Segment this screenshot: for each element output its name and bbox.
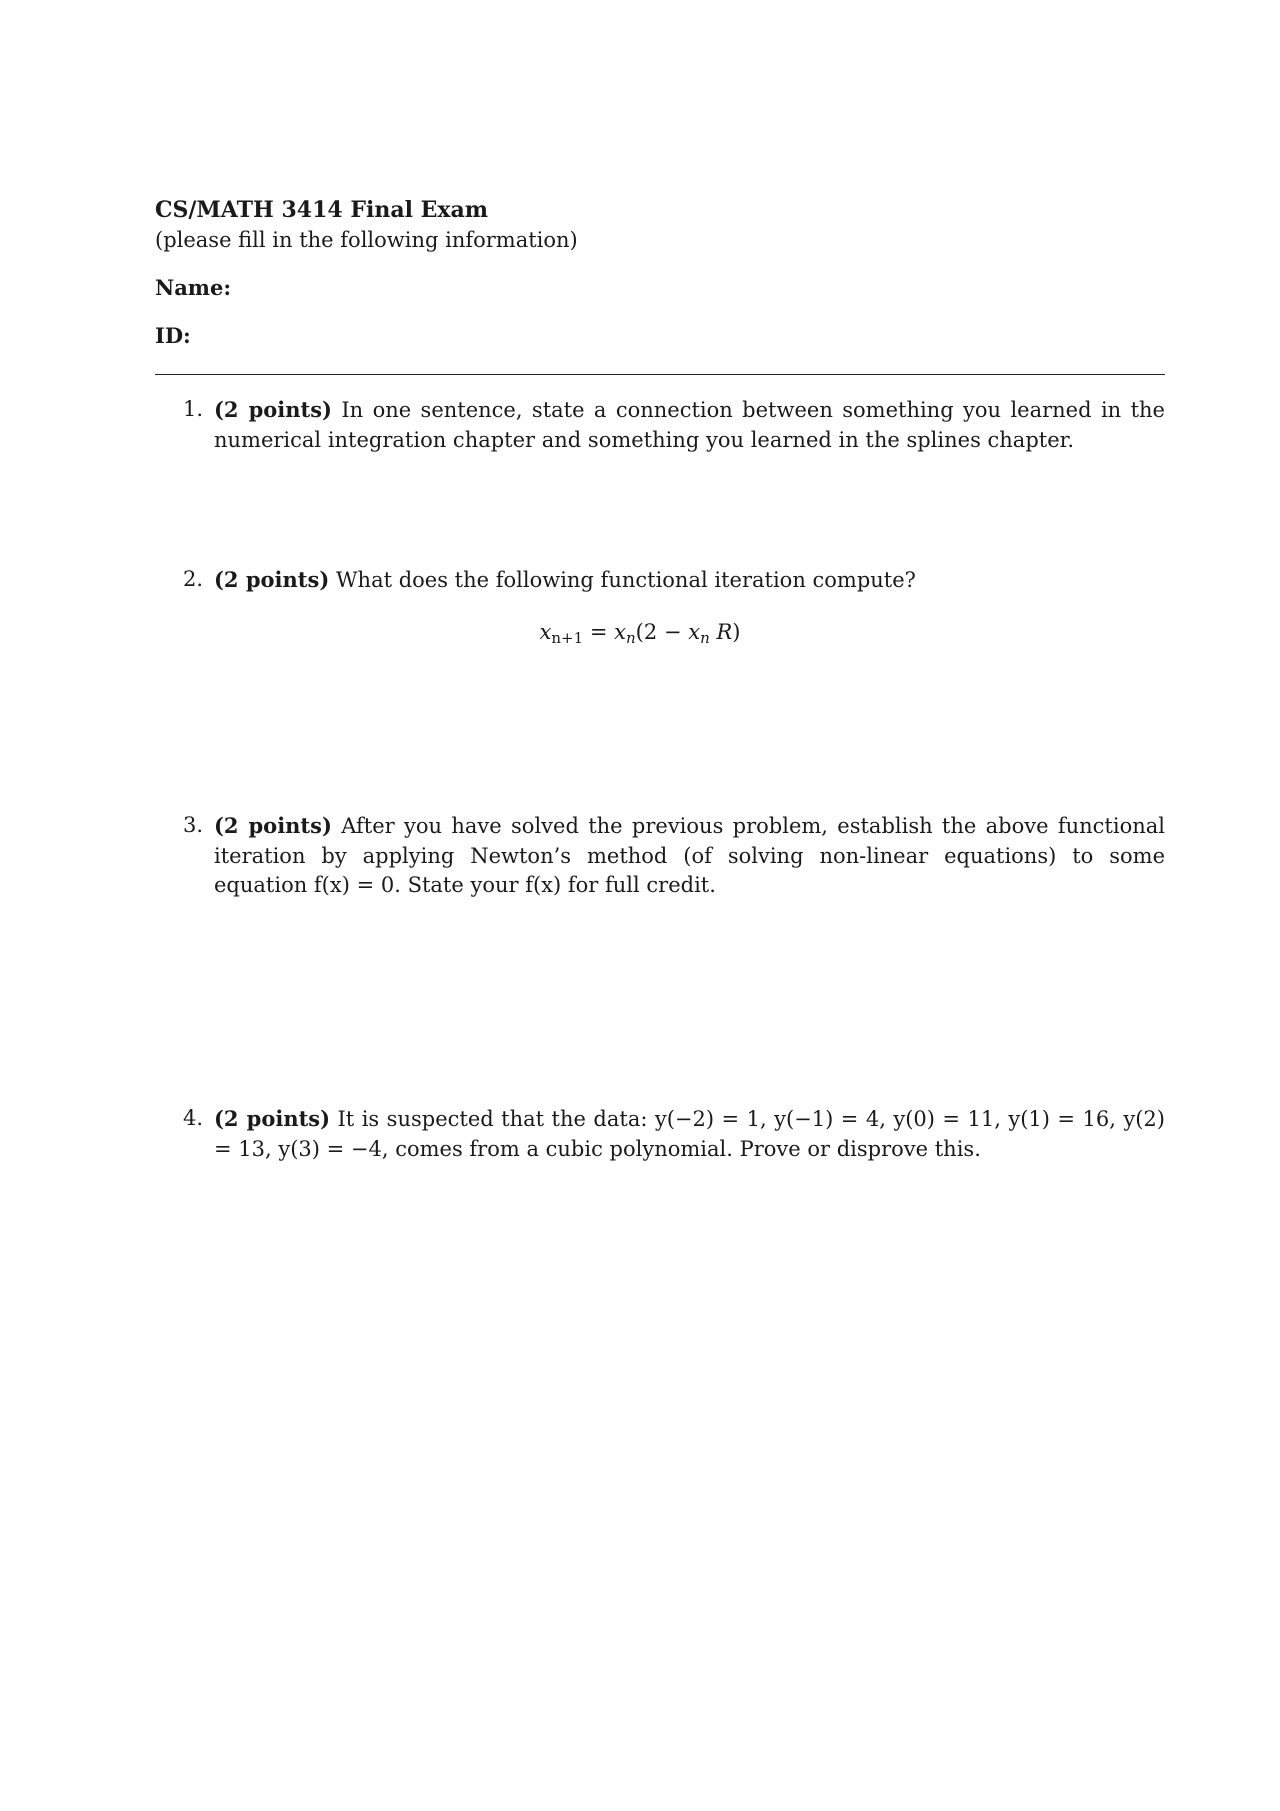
question-points: (2 points): [214, 567, 330, 592]
question-3: [183, 811, 1165, 901]
name-label: Name:: [155, 275, 232, 300]
header-divider: [155, 374, 1165, 375]
question-4: [183, 1104, 1165, 1164]
question-number: 2.: [183, 567, 204, 591]
exam-header: [155, 195, 1165, 348]
id-label: ID:: [155, 323, 191, 348]
exam-subtitle: (please fill in the following information): [155, 228, 578, 252]
iteration-equation: [0, 620, 1280, 647]
question-points: (2 points): [214, 397, 332, 422]
question-text: After you have solved the previous problem, establish the above functional iteration by applying Newton’s method (of solving non-linear equations) to some equation f(x) = 0. State your f(x) for full credit.: [214, 814, 1165, 897]
exam-title: CS/MATH 3414 Final Exam: [155, 197, 489, 223]
question-2: [183, 565, 1165, 596]
question-text: It is suspected that the data: y(−2) = 1, y(−1) = 4, y(0) = 11, y(1) = 16, y(2) = 13, y(3) = −4, comes from a cubic polynomial. Prove or disprove this.: [214, 1107, 1165, 1161]
question-text: In one sentence, state a connection between something you learned in the numerical integration chapter and something you learned in the splines chapter.: [214, 398, 1165, 452]
question-number: 3.: [183, 813, 204, 837]
question-number: 4.: [183, 1106, 204, 1130]
question-1: [183, 395, 1165, 455]
question-text: What does the following functional iteration compute?: [335, 568, 916, 592]
equation-text: $x_{n+1} = x_n(2 - x_n$ R): [539, 620, 741, 647]
question-points: (2 points): [214, 813, 332, 838]
question-number: 1.: [183, 397, 204, 421]
question-points: (2 points): [214, 1106, 331, 1131]
